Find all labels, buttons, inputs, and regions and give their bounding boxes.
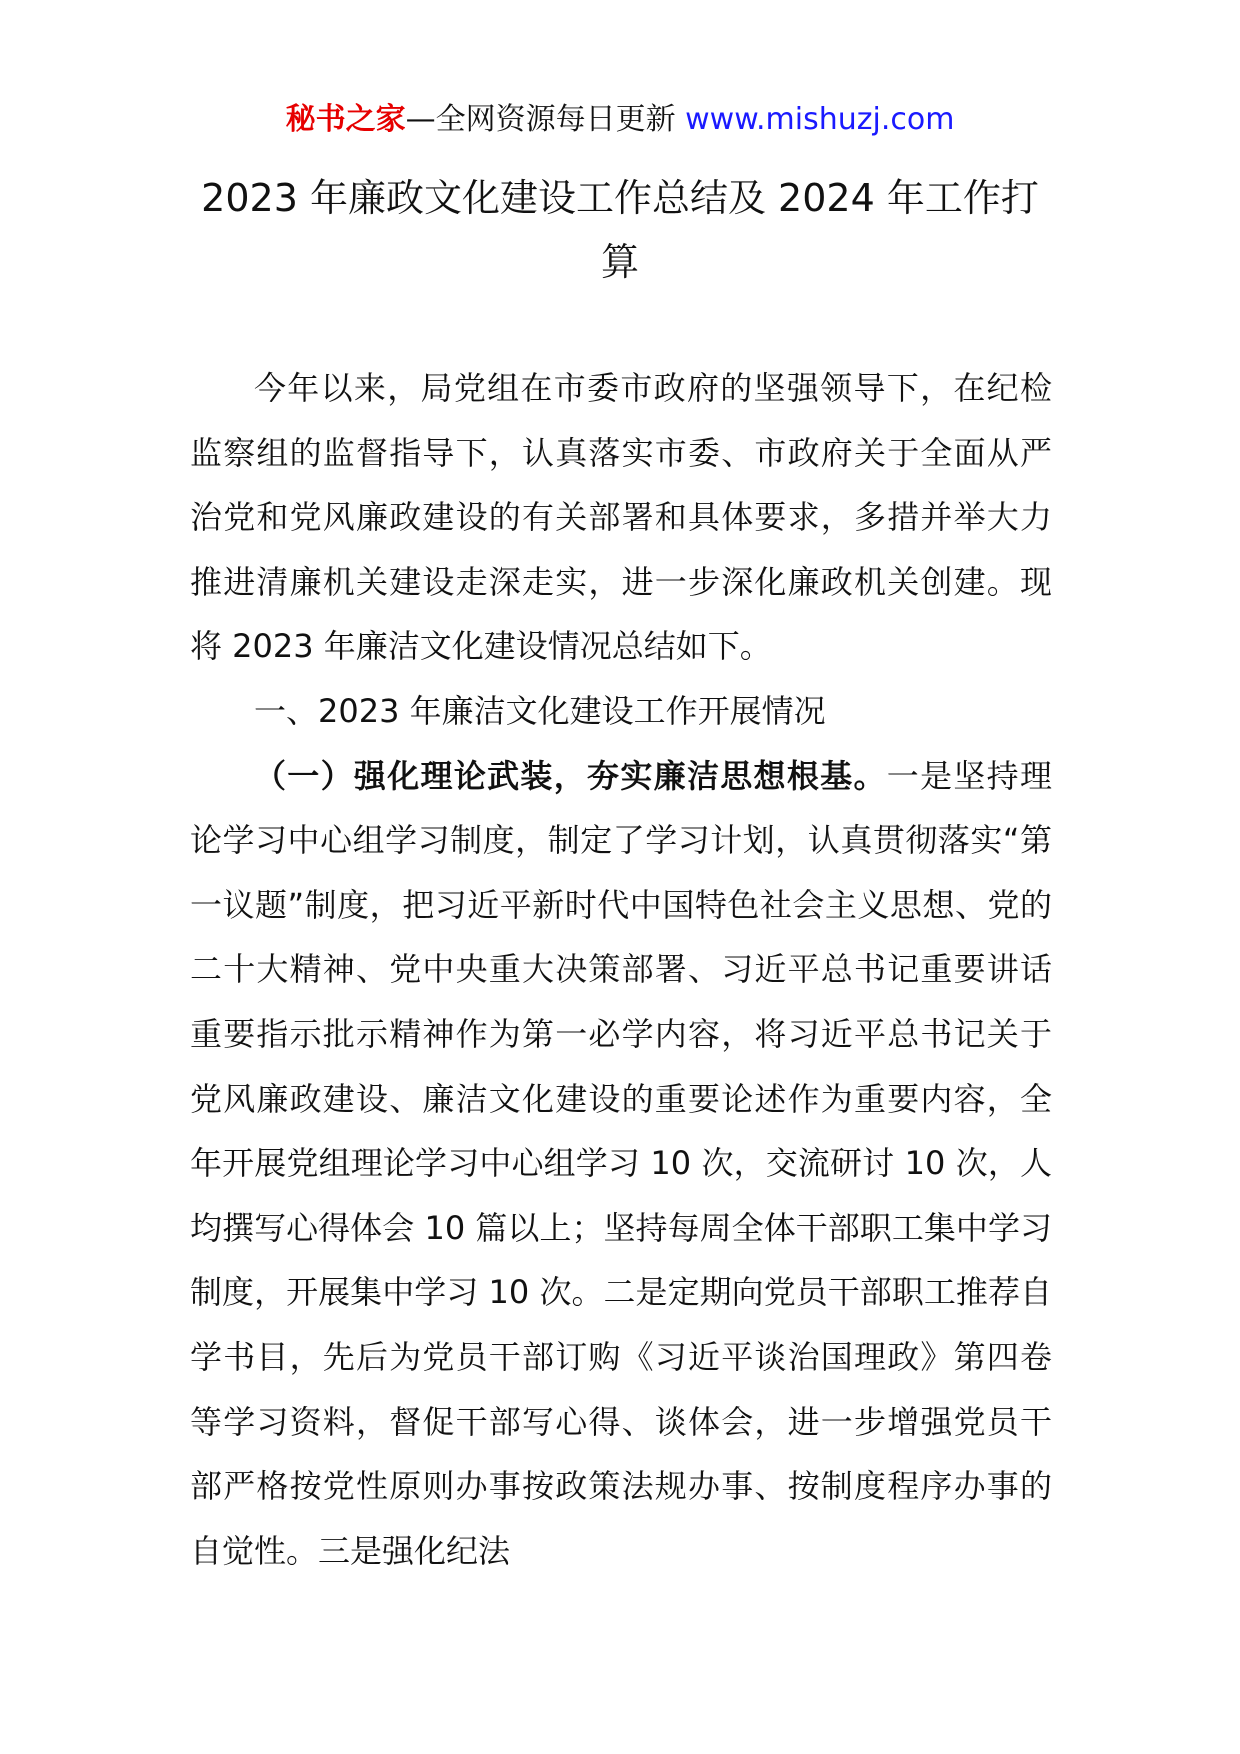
document-title: 2023 年廉政文化建设工作总结及 2024 年工作打算: [201, 176, 1039, 284]
document-body: [190, 356, 1052, 1583]
subsection-paragraph: [190, 744, 1052, 1584]
watermark-url[interactable]: www.mishuzj.com: [685, 102, 955, 137]
watermark-header: [0, 100, 1240, 140]
subsection-body: 一是坚持理论学习中心组学习制度，制定了学习计划，认真贯彻落实“第一议题”制度，把习近平新时代中国特色社会主义思想、党的二十大精神、党中央重大决策部署、习近平总书记重要讲话重要指示批示精神作为第一必学内容，将习近平总书记关于党风廉政建设、廉洁文化建设的重要论述作为重要内容，全年开展党组理论学习中心组学习 10 次，交流研讨 10 次，人均撰写心得体会 10 篇以上；坚持每周全体干部职工集中学习制度，开展集中学习 10 次。二是定期向党员干部职工推荐自学书目，先后为党员干部订购《习近平谈治国理政》第四卷等学习资料，督促干部写心得、谈体会，进一步增强党员干部严格按党性原则办事按政策法规办事、按制度程序办事的自觉性。三是强化纪法: [190, 756, 1052, 1570]
watermark-brand: 秘书之家: [285, 102, 406, 137]
section-heading: 一、2023 年廉洁文化建设工作开展情况: [254, 691, 826, 730]
subsection-heading: （一）强化理论武装，夯实廉洁思想根基。: [254, 756, 887, 795]
watermark-tagline: —全网资源每日更新: [405, 102, 686, 137]
intro-paragraph: 今年以来，局党组在市委市政府的坚强领导下，在纪检监察组的监督指导下，认真落实市委、市政府关于全面从严治党和党风廉政建设的有关部署和具体要求，多措并举大力推进清廉机关建设走深走实，进一步深化廉政机关创建。现将 2023 年廉洁文化建设情况总结如下。: [190, 369, 1052, 666]
